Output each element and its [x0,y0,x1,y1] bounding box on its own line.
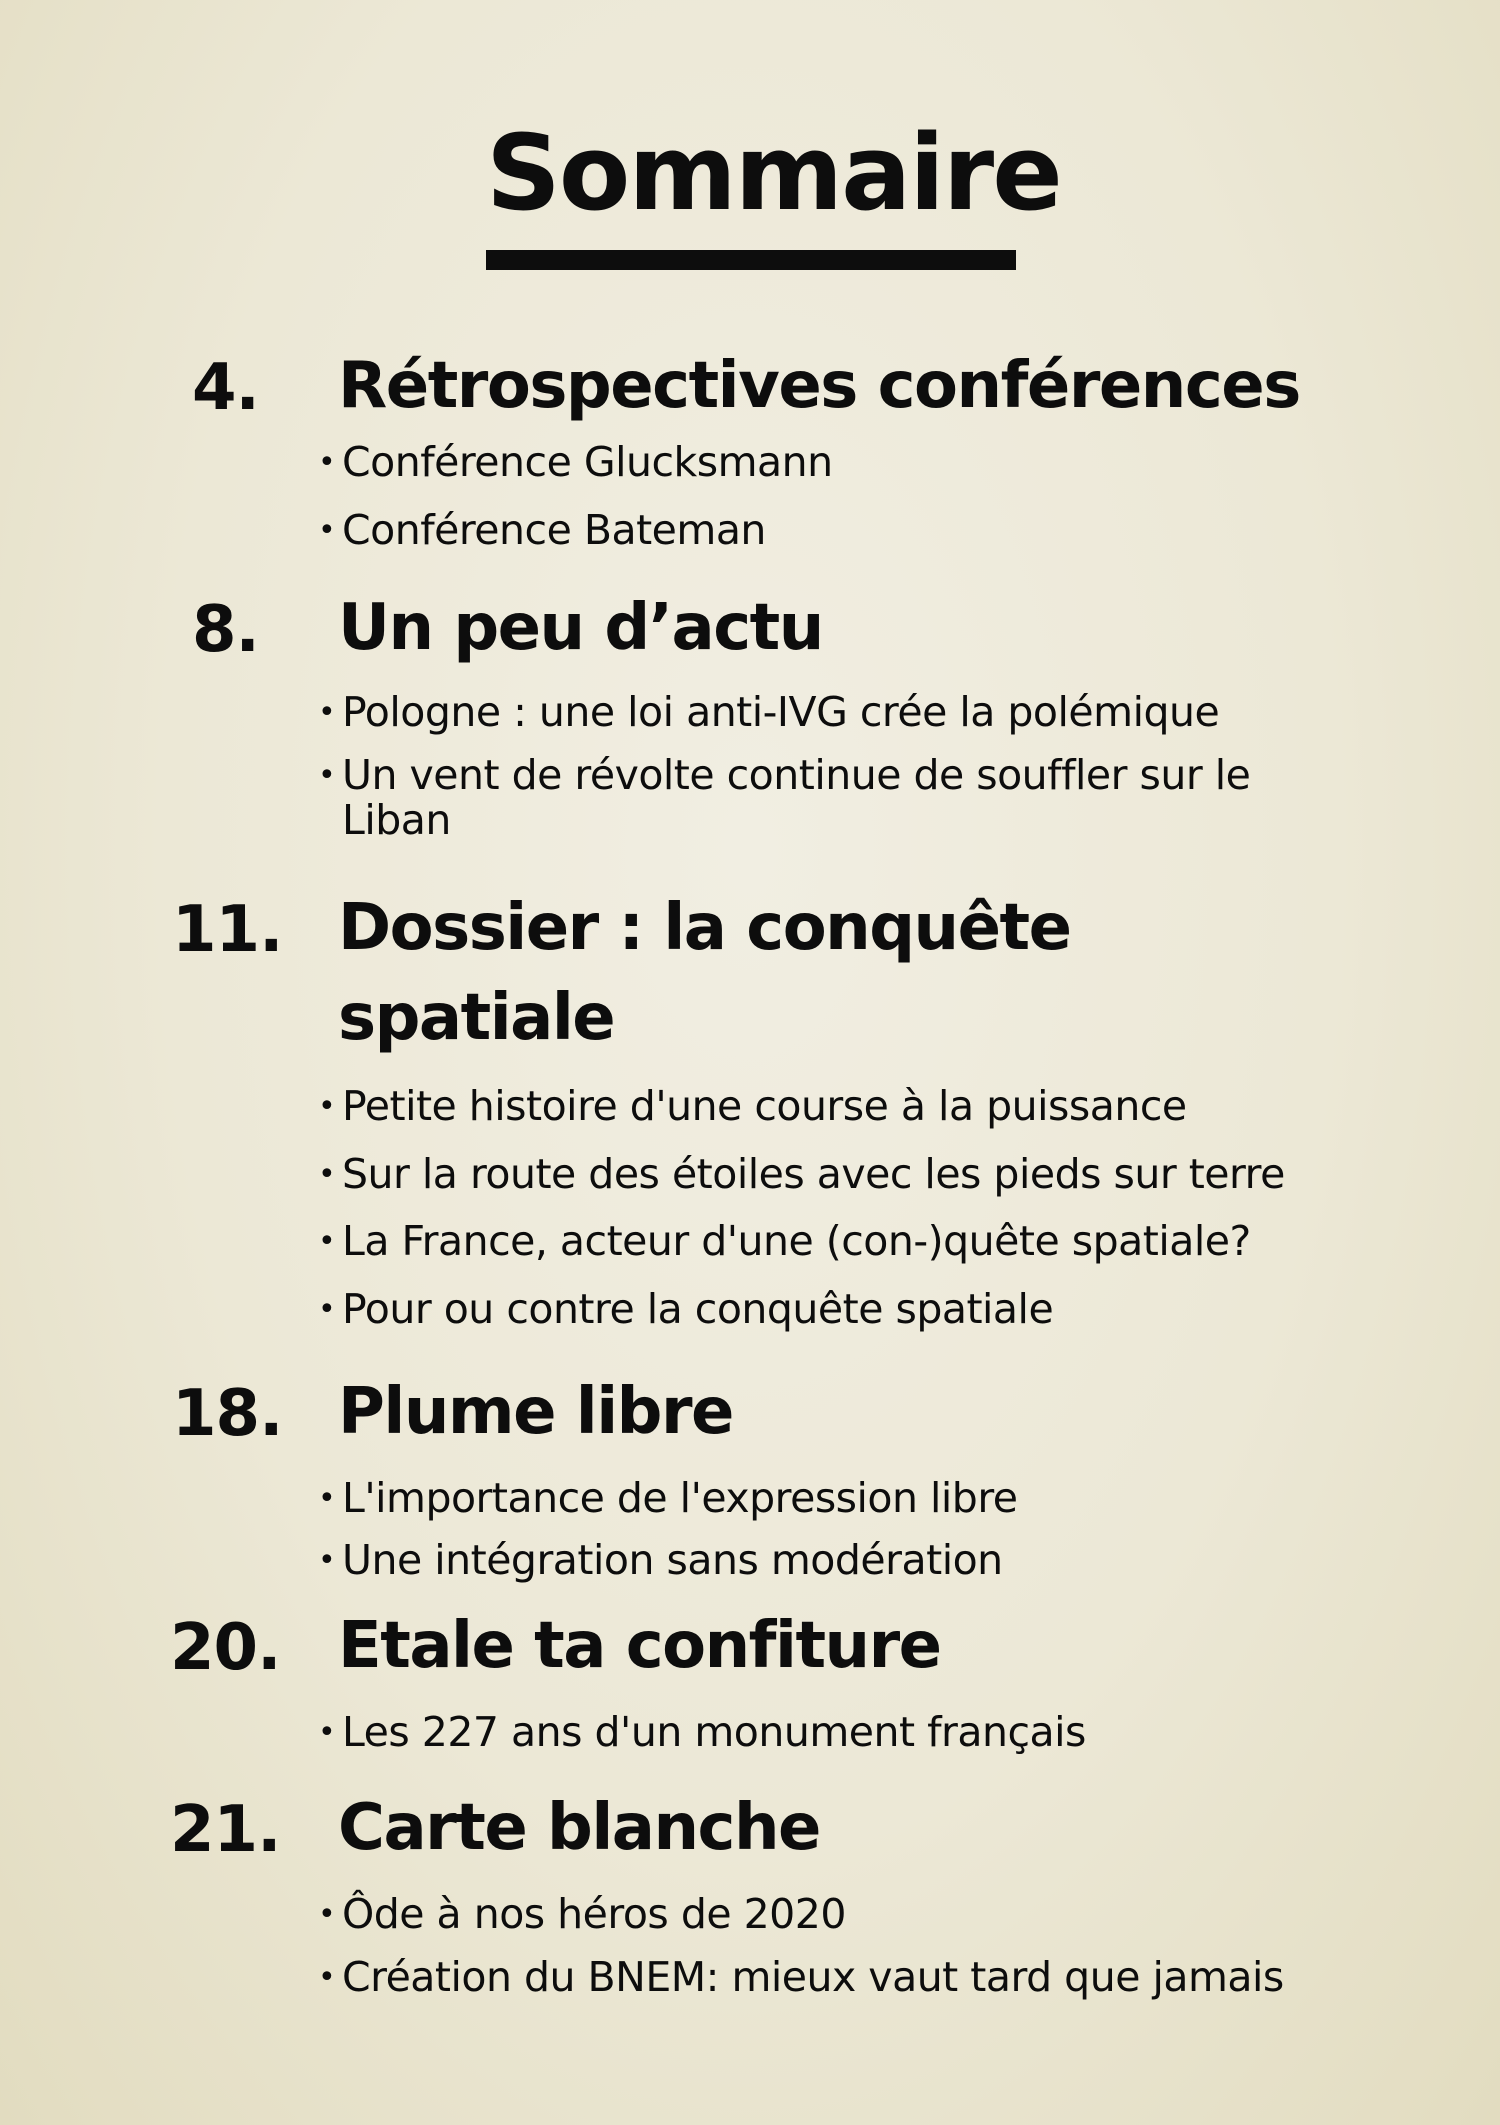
bullet-icon: • [318,1481,336,1516]
section-heading: Dossier : la conquête [338,891,1071,965]
page-title: Sommaire [486,112,1061,234]
bullet-icon: • [318,445,336,480]
section-item: • Petite histoire d'une course à la puissance [318,1082,1187,1130]
section-heading-continued: spatiale [338,981,615,1055]
section-number: 20. [170,1611,281,1685]
section-number: 4. [192,351,259,425]
section-item: • L'importance de l'expression libre [318,1474,1018,1522]
section-item: • Conférence Bateman [318,506,766,554]
bullet-icon: • [318,758,336,793]
bullet-icon: • [318,1960,336,1995]
section-number: 18. [172,1377,283,1451]
section-item: • Les 227 ans d'un monument français [318,1708,1086,1756]
section-number: 8. [192,593,259,667]
bullet-icon: • [318,1292,336,1327]
section-heading: Carte blanche [338,1791,820,1865]
bullet-icon: • [318,1224,336,1259]
section-item: • La France, acteur d'une (con-)quête spatiale? [318,1217,1251,1265]
section-heading: Rétrospectives conférences [338,349,1300,423]
section-item: • Un vent de révolte continue de souffler sur le Liban [318,751,1251,844]
section-item: • Sur la route des étoiles avec les pieds sur terre [318,1150,1285,1198]
section-heading: Un peu d’actu [338,591,823,665]
bullet-icon: • [318,513,336,548]
bullet-icon: • [318,1089,336,1124]
bullet-icon: • [318,1157,336,1192]
section-number: 11. [172,893,283,967]
section-item: • Une intégration sans modération [318,1536,1003,1584]
section-item: • Création du BNEM: mieux vaut tard que jamais [318,1953,1284,2001]
section-item: • Ôde à nos héros de 2020 [318,1890,846,1938]
section-heading: Plume libre [338,1375,733,1449]
bullet-icon: • [318,695,336,730]
section-item: • Pologne : une loi anti-IVG crée la polémique [318,688,1220,736]
bullet-icon: • [318,1543,336,1578]
bullet-icon: • [318,1897,336,1932]
section-heading: Etale ta confiture [338,1609,941,1683]
section-number: 21. [170,1793,281,1867]
title-underline [486,250,1016,270]
bullet-icon: • [318,1715,336,1750]
section-item: • Pour ou contre la conquête spatiale [318,1285,1054,1333]
section-item: • Conférence Glucksmann [318,438,833,486]
